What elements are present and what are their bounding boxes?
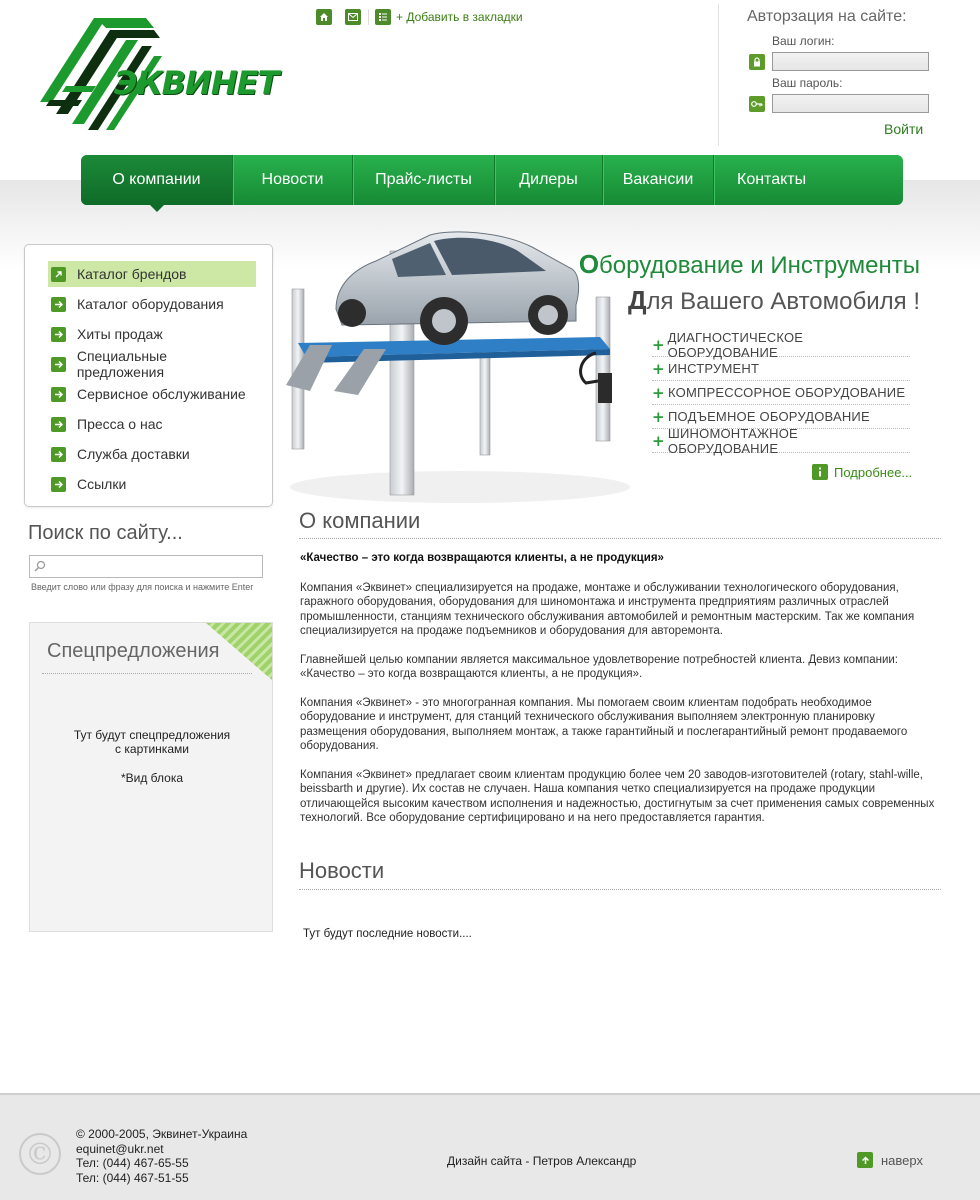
banner-heading-rest: борудование и Инструменты <box>599 252 920 279</box>
sidebar-item-hits[interactable] <box>48 321 256 347</box>
sidebar-item-label: Служба доставки <box>77 446 190 462</box>
sidebar-item-label: Пресса о нас <box>77 416 163 432</box>
plus-icon: + <box>652 383 665 402</box>
list-item[interactable] <box>652 357 910 381</box>
about-title: О компании <box>299 508 421 533</box>
search-input[interactable] <box>50 557 260 576</box>
sidebar-item-press[interactable] <box>48 411 256 437</box>
search-hint: Введит слово или фразу для поиска и нажмите Enter <box>31 582 254 592</box>
sidebar-item-special-offers[interactable] <box>48 348 256 380</box>
logo-wordmark: ЭКВИНЕТ <box>114 64 279 102</box>
info-icon <box>812 464 828 480</box>
top-links <box>316 8 523 26</box>
scroll-to-top-label: наверх <box>881 1152 923 1168</box>
login-field[interactable] <box>772 52 929 71</box>
arrow-right-icon <box>51 477 66 492</box>
list-item-label: ПОДЪЕМНОЕ ОБОРУДОВАНИЕ <box>668 409 870 424</box>
sidebar-item-service[interactable] <box>48 381 256 407</box>
search-icon <box>34 560 46 572</box>
news-title: Новости <box>299 858 385 883</box>
footer <box>0 1093 980 1200</box>
footer-contacts <box>76 1127 247 1185</box>
menu-item-news[interactable]: Новости <box>233 155 353 205</box>
banner-heading-initial: О <box>578 249 600 279</box>
more-link-label: Подробнее... <box>834 464 913 480</box>
plus-icon: + <box>652 431 665 450</box>
sidebar-item-label: Сервисное обслуживание <box>77 386 246 402</box>
sidebar-item-label: Каталог оборудования <box>77 296 224 312</box>
logo[interactable] <box>36 16 279 134</box>
divider <box>368 9 369 25</box>
list-item[interactable] <box>652 381 910 405</box>
banner-subheading-initial: Д <box>627 285 647 315</box>
list-item[interactable] <box>652 329 910 360</box>
arrow-up-right-icon <box>51 267 66 282</box>
footer-phone: Тел: (044) 467-51-55 <box>76 1170 189 1185</box>
about-content <box>300 551 944 840</box>
special-offers-text: с картинками <box>115 742 189 756</box>
arrow-right-icon <box>51 417 66 432</box>
more-link[interactable] <box>812 464 912 480</box>
plus-icon: + <box>652 335 665 354</box>
divider <box>299 889 941 890</box>
password-label: Ваш пароль: <box>772 76 843 90</box>
search-box <box>29 555 263 578</box>
menu-item-about[interactable]: О компании <box>81 155 233 205</box>
sidebar-item-label: Хиты продаж <box>77 326 163 342</box>
mail-icon[interactable] <box>345 9 361 25</box>
menu-item-contacts[interactable]: Контакты <box>737 171 807 188</box>
key-icon <box>749 96 765 112</box>
special-offers-note: *Вид блока <box>120 771 184 785</box>
banner-subheading <box>628 285 920 316</box>
scroll-to-top-link[interactable] <box>857 1152 923 1168</box>
special-offers-title: Спецпредложения <box>47 640 220 662</box>
lock-icon <box>749 54 765 70</box>
special-offers-block <box>29 622 273 932</box>
sitemap-icon[interactable] <box>375 9 391 25</box>
arrow-right-icon <box>51 357 66 372</box>
equipment-category-list <box>652 329 910 456</box>
sidebar-item-brands[interactable] <box>48 261 256 287</box>
sidebar-item-links[interactable] <box>48 471 256 497</box>
footer-copyright: © 2000-2005, Эквинет-Украина <box>76 1127 248 1141</box>
sidebar-item-delivery[interactable] <box>48 441 256 467</box>
about-paragraph: Главнейшей целью компании является максимальное удовлетворение потребностей клиента. Девиз компании: «Качество – это когда возвращаются клиенты, а не продукция». <box>300 653 898 680</box>
arrow-right-icon <box>51 447 66 462</box>
sidebar-item-equipment[interactable] <box>48 291 256 317</box>
auth-title: Авторзация на сайте: <box>747 8 907 25</box>
list-item-label: ШИНОМОНТАЖНОЕ ОБОРУДОВАНИЕ <box>667 425 798 456</box>
sidebar-item-label: Специальные предложения <box>76 348 167 380</box>
about-paragraph: Компания «Эквинет» - это многогранная компания. Мы помогаем своим клиентам подобрать необходимое оборудование и инструмент, для станций технического обслуживания выполняем электронную планировку размещения оборудования, выполняем монтаж, а также гарантийный и послегарантийный ремонт продаваемого оборудования. <box>300 696 908 752</box>
banner-subheading-rest: ля Вашего Автомобиля ! <box>646 288 920 315</box>
menu-item-dealers[interactable]: Дилеры <box>495 155 603 205</box>
login-button[interactable]: Войти <box>884 121 924 137</box>
sidebar-item-label: Каталог брендов <box>77 266 187 282</box>
copyright-icon: © <box>19 1133 61 1175</box>
about-paragraph: Компания «Эквинет» специализируется на продаже, монтаже и обслуживании технологического оборудования, гаражного оборудования, оборудования для шиномонтажа и инструмента предприятиям различных отраслей промышленности, станциям технического обслуживания автомобилей и ремонтным мастерским. Так же компания специализируется на продаже подъемников и оборудования для авторемонта. <box>300 581 915 637</box>
add-bookmark-link[interactable]: + Добавить в закладки <box>396 10 523 24</box>
arrow-right-icon <box>51 297 66 312</box>
car-lift-image <box>280 225 630 505</box>
footer-phone: Тел: (044) 467-65-55 <box>76 1156 189 1170</box>
search-title: Поиск по сайту... <box>28 522 183 544</box>
list-item[interactable] <box>652 425 910 456</box>
home-icon[interactable] <box>316 9 332 25</box>
list-item-label: ДИАГНОСТИЧЕСКОЕ ОБОРУДОВАНИЕ <box>667 329 804 360</box>
main-menu <box>81 155 903 205</box>
login-label: Ваш логин: <box>772 34 835 48</box>
arrow-right-icon <box>51 327 66 342</box>
banner-heading <box>579 249 920 280</box>
catalog-nav <box>24 244 273 507</box>
arrow-up-icon <box>857 1152 873 1168</box>
about-paragraph: Компания «Эквинет» предлагает своим клиентам продукцию более чем 20 заводов-изготовителей (rotary, stahl-wille, beissbarth и другие). Их состав не случаен. Наша компания четко специализируется на продаже продукции отличающейся высоким качеством исполнения и надежностью, достигнутым за счет применения самых современных технологий. Все оборудование сертифицировано и на него предоставляется гарантия. <box>300 768 935 824</box>
footer-design-credit: Дизайн сайта - Петров Александр <box>447 1154 637 1168</box>
menu-item-pricelists[interactable]: Прайс-листы <box>353 155 495 205</box>
list-item-label: КОМПРЕССОРНОЕ ОБОРУДОВАНИЕ <box>668 385 906 400</box>
menu-item-vacancies[interactable]: Вакансии <box>603 155 714 205</box>
news-placeholder: Тут будут последние новости.... <box>303 928 472 940</box>
divider <box>42 673 252 674</box>
sidebar-item-label: Ссылки <box>77 476 127 492</box>
list-item-label: ИНСТРУМЕНТ <box>668 361 760 376</box>
divider <box>299 538 941 539</box>
password-field[interactable] <box>772 94 929 113</box>
about-motto: «Качество – это когда возвращаются клиенты, а не продукция» <box>300 552 664 564</box>
plus-icon: + <box>652 407 665 426</box>
special-offers-text: Тут будут спецпредложения <box>73 728 231 742</box>
footer-email[interactable]: equinet@ukr.net <box>76 1141 164 1156</box>
auth-panel <box>718 4 980 146</box>
plus-icon: + <box>652 359 665 378</box>
hero-banner <box>280 225 940 505</box>
arrow-right-icon <box>51 387 66 402</box>
